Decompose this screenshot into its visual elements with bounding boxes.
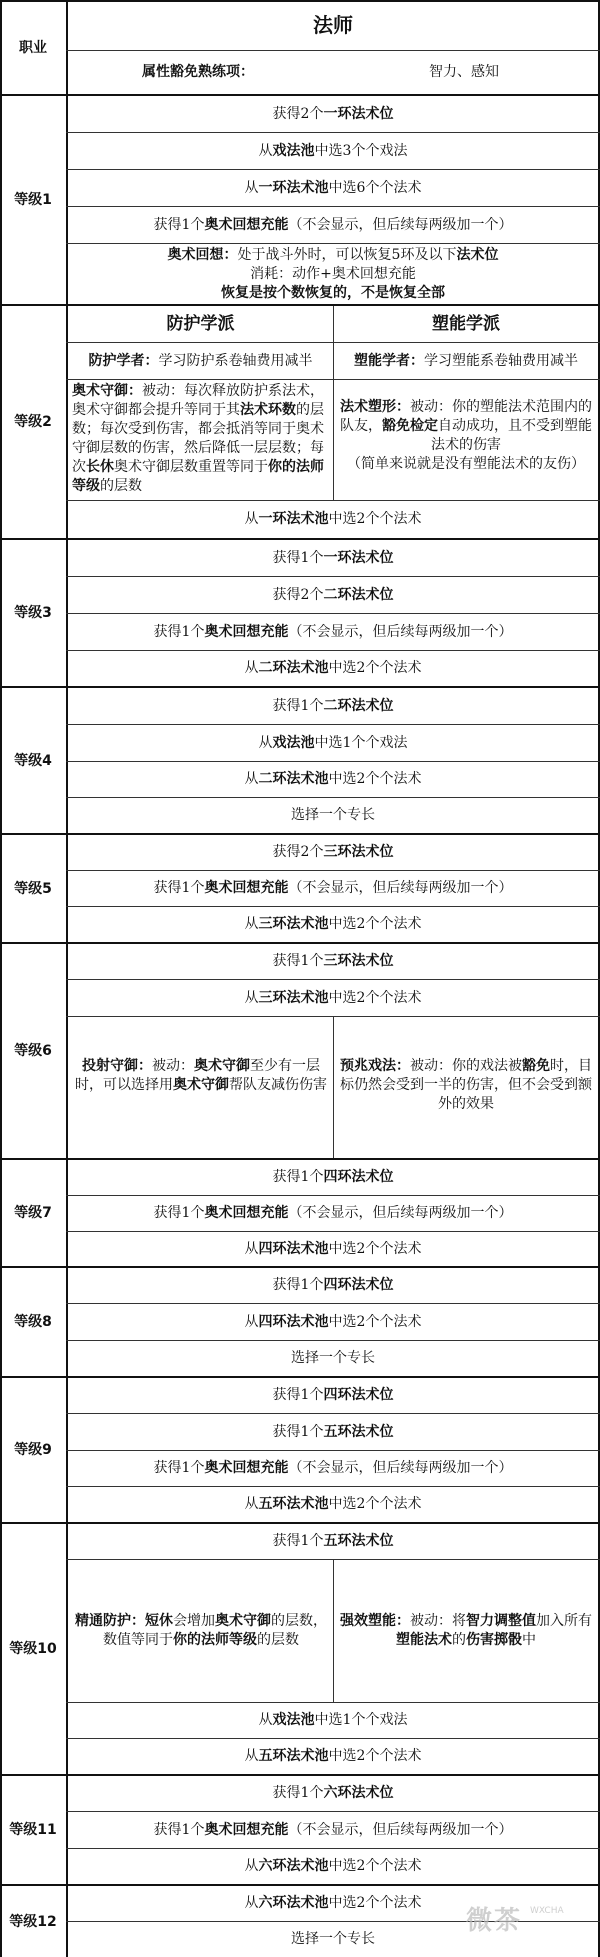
- level-entry: 获得 1个 五环 法术位: [272, 1533, 394, 1549]
- sculpt-spells-desc: 法术塑形：被动：你的塑能法术范围内的队友，豁免检定自动成功，且不受到塑能法术的伤害 （简单来说就是没有塑能法术的友伤）: [340, 399, 592, 472]
- level-label: 等级7: [14, 1205, 52, 1221]
- school-evocation-title: 塑能学派: [432, 313, 500, 334]
- level-entry: 获得 1个 三环 法术位: [272, 953, 394, 969]
- potent-cantrip-desc: 预兆戏法：被动：你的戏法被豁免时，目标仍然会受到一半的伤害，但不会受到额外的效果: [340, 1058, 592, 1112]
- proficiency-value: 智力、感知: [429, 64, 499, 80]
- level-entry: 获得 1个 一环 法术位: [272, 549, 394, 566]
- level-entry: 获得 2个 三环 法术位: [272, 844, 394, 860]
- level-entry: 获得 1个 四环 法术位: [272, 1169, 394, 1185]
- level-entry: 获得 1个 奥术回想充能 （不会显示，但后续每两级加一个）: [153, 1460, 513, 1476]
- proficiency-label: 属性豁免熟练项：: [142, 64, 254, 80]
- level-entry: 从 六环法术池 中选 2个 个法术: [244, 1895, 422, 1911]
- level-label: 等级9: [14, 1442, 52, 1458]
- level-entry: 从 戏法池 中选 1个 个戏法: [258, 1712, 408, 1728]
- feat-entry: 选择一个专长: [291, 1350, 375, 1366]
- level-entry: 从 二环法术池 中选 2个 个法术: [244, 660, 422, 676]
- level-entry: 获得 1个 四环 法术位: [272, 1387, 394, 1403]
- level-entry: 获得 2个 二环 法术位: [272, 586, 394, 603]
- level-entry: 获得 1个 五环 法术位: [272, 1423, 394, 1440]
- level-entry: 获得 1个 四环 法术位: [272, 1277, 394, 1293]
- level-label: 等级2: [14, 414, 52, 430]
- level-entry: 从 五环法术池 中选 2个 个法术: [244, 1496, 422, 1512]
- level-entry: 获得 1个 奥术回想充能 （不会显示，但后续每两级加一个）: [153, 1821, 513, 1838]
- level-entry: 从 五环法术池 中选 2个 个法术: [244, 1748, 422, 1764]
- watermark-text: WXCHA: [530, 1906, 564, 1916]
- level-label: 等级5: [14, 880, 52, 897]
- level-label: 等级8: [14, 1314, 52, 1330]
- feat-entry: 选择一个专长: [291, 807, 375, 823]
- level-label: 等级10: [9, 1641, 57, 1657]
- empowered-evocation-desc: 强效塑能：被动：将智力调整值加入所有塑能法术的伤害掷骰中: [340, 1613, 592, 1648]
- level-entry: 从 三环法术池 中选 2个 个法术: [244, 916, 422, 932]
- level-label: 等级4: [14, 752, 52, 769]
- level-label: 等级1: [14, 192, 52, 208]
- level-entry: 获得 1个 奥术回想充能 （不会显示，但后续每两级加一个）: [153, 623, 513, 640]
- class-title: 法师: [313, 12, 353, 37]
- level-entry: 获得 1个 奥术回想充能 （不会显示，但后续每两级加一个）: [153, 216, 513, 233]
- level-entry: 从 六环法术池 中选 2个 个法术: [244, 1858, 422, 1874]
- projected-ward-desc: 投射守御：被动：奥术守御至少有一层时，可以选择用奥术守御帮队友减伤伤害: [75, 1058, 327, 1093]
- level-entry: 获得 1个 奥术回想充能 （不会显示，但后续每两级加一个）: [153, 1205, 513, 1221]
- header-col-label: 职业: [19, 40, 47, 56]
- row-line: [66, 379, 600, 380]
- abjuration-savant: 防护学者： 学习防护系卷轴费用减半: [88, 352, 313, 369]
- arcane-recovery-desc: 奥术回想：处于战斗外时，可以恢复5环及以下法术位 消耗：动作+奥术回想充能 恢复是按个数恢复的，不是恢复全部: [167, 247, 499, 301]
- level-label: 等级12: [9, 1913, 57, 1930]
- col-line: [333, 1560, 334, 1702]
- improved-abjuration-desc: 精通防护：短休会增加奥术守御的层数，数值等同于你的法师等级的层数: [75, 1613, 327, 1648]
- evocation-savant: 塑能学者： 学习塑能系卷轴费用减半: [354, 352, 578, 369]
- col-line: [333, 1017, 334, 1158]
- level-label: 等级6: [14, 1043, 52, 1059]
- level-entry: 从 戏法池 中选 3个 个戏法: [258, 142, 408, 159]
- level-entry: 从 二环法术池 中选 2个 个法术: [244, 771, 422, 787]
- watermark-logo: 微茶: [466, 1906, 523, 1936]
- school-abjuration-title: 防护学派: [166, 313, 235, 334]
- level-entry: 获得 1个 奥术回想充能 （不会显示，但后续每两级加一个）: [153, 880, 513, 896]
- arcane-ward-desc: 奥术守御：被动：每次释放防护系法术，奥术守御都会提升等同于其法术环数的层数；每次受到伤害，都会抵消等同于奥术守御层数的伤害，然后降低一层层数；每次长休奥术守御层数重置等同于你的法师等级的层数: [72, 383, 324, 494]
- level-entry: 获得 2个 一环 法术位: [272, 105, 394, 122]
- level-entry: 获得 1个 二环 法术位: [272, 697, 394, 714]
- level-entry: 从 一环法术池 中选 6个 个法术: [244, 179, 422, 196]
- feat-entry: 选择一个专长: [291, 1931, 375, 1947]
- level-entry: 从 戏法池 中选 1个 个戏法: [258, 734, 408, 751]
- level-entry: 从 四环法术池 中选 2个 个法术: [244, 1313, 422, 1330]
- level-label: 等级11: [9, 1822, 57, 1838]
- level-entry: 从 一环法术池 中选 2个 个法术: [244, 511, 422, 527]
- level-label: 等级3: [14, 605, 52, 621]
- level-entry: 从 三环法术池 中选 2个 个法术: [244, 989, 422, 1006]
- level-entry: 从 四环法术池 中选 2个 个法术: [244, 1240, 422, 1257]
- level-entry: 获得 1个 六环 法术位: [272, 1785, 394, 1801]
